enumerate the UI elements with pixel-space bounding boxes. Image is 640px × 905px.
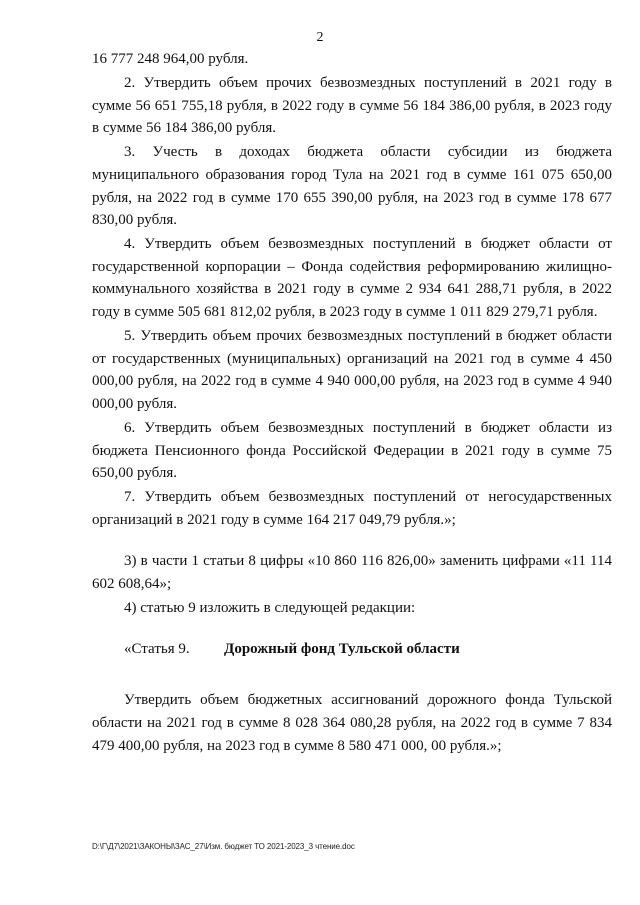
article-heading: [92, 638, 612, 661]
paragraph-continuation: 16 777 248 964,00 рубля.: [92, 51, 249, 67]
article-title: Дорожный фонд Тульской области: [224, 640, 460, 657]
paragraph-amendment-4: 4) статью 9 изложить в следующей редакции:: [124, 599, 416, 616]
paragraph-article-9-text: Утвердить объем бюджетных ассигнований дорожного фонда Тульской области на 2021 год в сумме 8 028 364 080,28 рубля, на 2022 год в сумме 7 834 479 400,00 рубля, на 2023 год в сумме 8 580 471 000, 00 рубля.»;: [92, 692, 612, 754]
paragraph-item-3: 3. Учесть в доходах бюджета области субсидии из бюджета муниципального образования город Тула на 2021 год в сумме 161 075 650,00 рубля, на 2022 год в сумме 170 655 390,00 рубля, на 2023 год в сумме 178 677 830,00 рубля.: [92, 144, 612, 229]
paragraph-item-6: 6. Утвердить объем безвозмездных поступлений в бюджет области из бюджета Пенсионного фонда Российской Федерации в 2021 году в сумме 75 650,00 рубля.: [92, 420, 612, 482]
paragraph-item-4: 4. Утвердить объем безвозмездных поступлений в бюджет области от государственной корпорации – Фонда содействия реформированию жилищно-коммунального хозяйства в 2021 году в сумме 2 934 641 288,71 рубля, в 2022 году в сумме 505 681 812,02 рубля, в 2023 году в сумме 1 011 829 279,71 рубля.: [92, 236, 612, 321]
document-body: [92, 48, 612, 759]
paragraph-amendment-3: 3) в части 1 статьи 8 цифры «10 860 116 826,00» заменить цифрами «11 114 602 608,64»;: [92, 552, 612, 592]
page-number: 2: [316, 30, 324, 45]
paragraph-item-5: 5. Утвердить объем прочих безвозмездных поступлений в бюджет области от государственных (муниципальных) организаций на 2021 год в сумме 4 450 000,00 рубля, на 2022 год в сумме 4 940 000,00 рубля, на 2023 год в сумме 4 940 000,00 рубля.: [92, 328, 612, 412]
footer-file-path: D:\Г\Д7\2021\ЗАКОНЫ\ЗАС_27\Изм. бюджет ТО 2021-2023_3 чтение.doc: [92, 842, 355, 851]
article-label: «Статья 9.: [124, 640, 190, 657]
paragraph-item-2: 2. Утвердить объем прочих безвозмездных поступлений в 2021 году в сумме 56 651 755,18 рубля, в 2022 году в сумме 56 184 386,00 рубля, в 2023 году в сумме 56 184 386,00 рубля.: [92, 75, 612, 137]
paragraph-item-7: 7. Утвердить объем безвозмездных поступлений от негосударственных организаций в 2021 году в сумме 164 217 049,79 рубля.»;: [92, 489, 612, 528]
